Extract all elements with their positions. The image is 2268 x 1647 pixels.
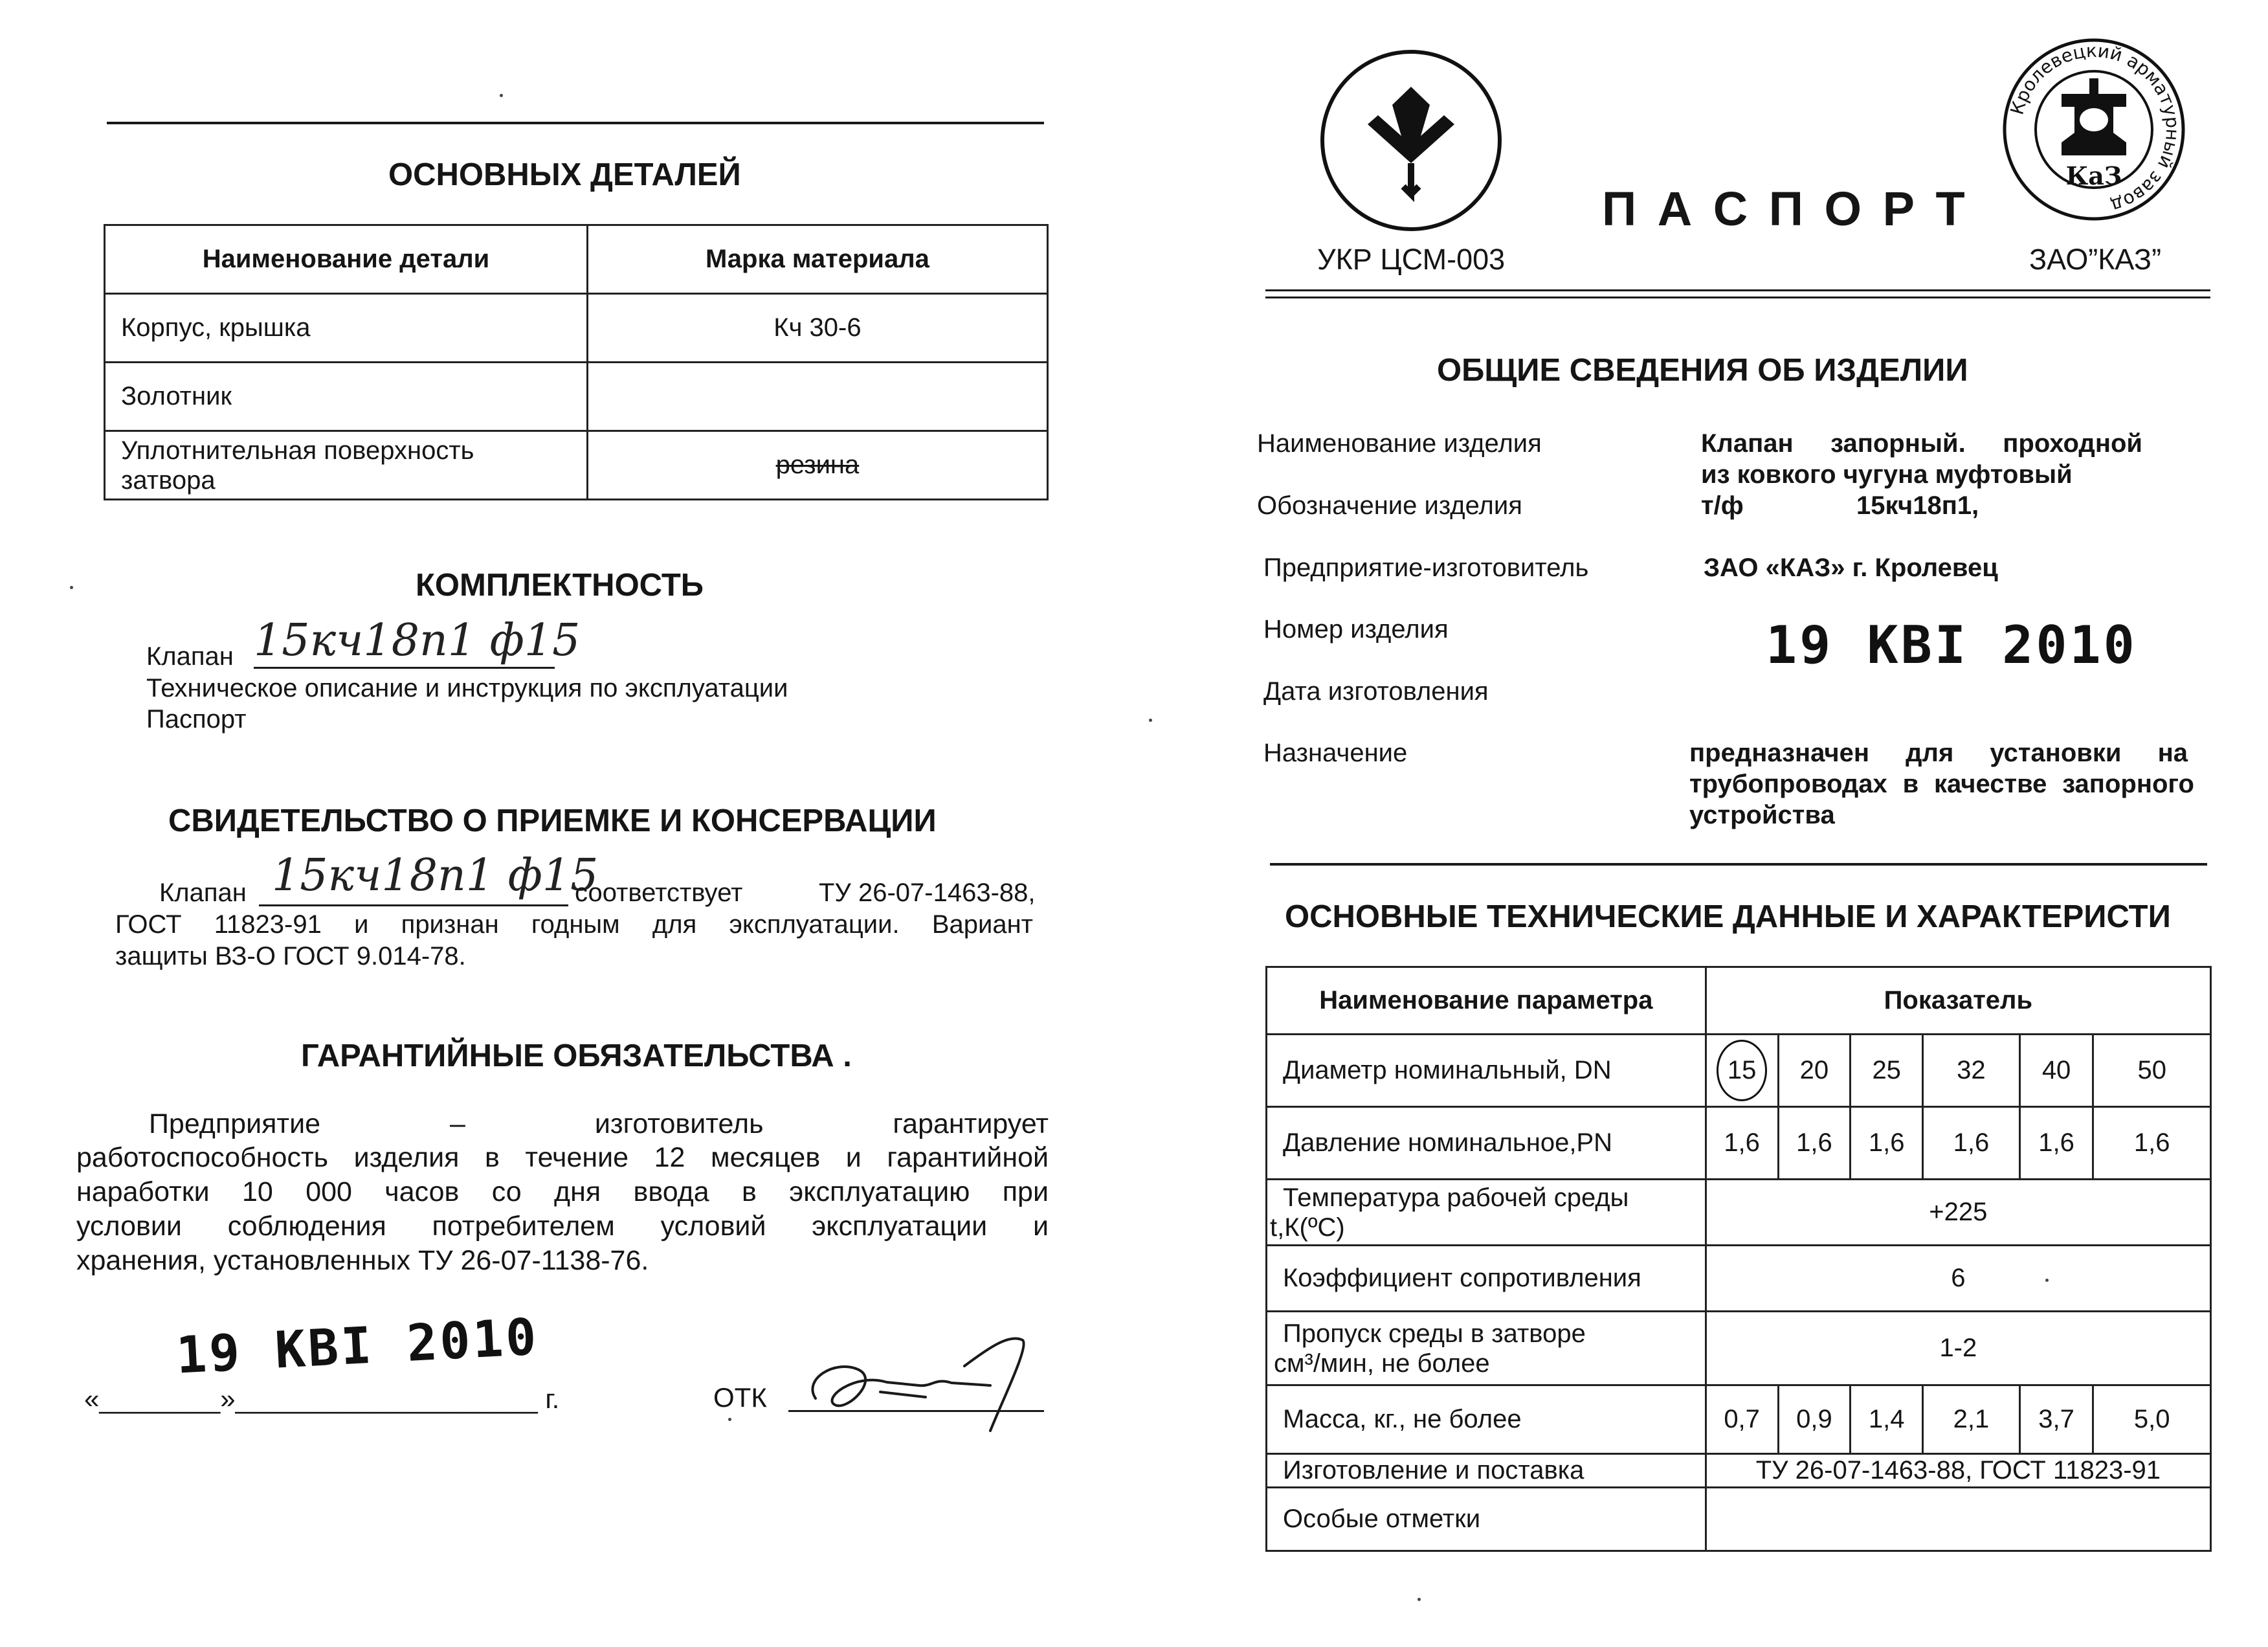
- table-row: [1267, 1107, 2211, 1180]
- signature: [796, 1321, 1055, 1444]
- scan-speck: [1149, 719, 1152, 722]
- material-cell: Кч 30-6: [587, 294, 1047, 363]
- warranty-title: ГАРАНТИЙНЫЕ ОБЯЗАТЕЛЬСТВА .: [301, 1038, 852, 1073]
- main-parts-title: ОСНОВНЫХ ДЕТАЛЕЙ: [388, 157, 741, 192]
- part-name-cell: Корпус, крышка: [105, 294, 588, 363]
- acceptance-tu: ТУ 26-07-1463-88,: [819, 879, 1036, 907]
- handwritten-valve-model: 15кч18п1 ф15: [272, 850, 599, 901]
- product-name-line1: Клапан запорный. проходной: [1701, 429, 2142, 458]
- dn-cell: [1706, 1035, 1778, 1107]
- general-info-title: ОБЩИЕ СВЕДЕНИЯ ОБ ИЗДЕЛИИ: [1437, 353, 1968, 388]
- completeness-valve-label: Клапан: [146, 642, 234, 671]
- table-row: [1267, 1246, 2211, 1312]
- notes-label: Особые отметки: [1267, 1488, 1706, 1551]
- mass-cell: 5,0: [2093, 1385, 2211, 1454]
- purpose-line1: предназначен для установки на: [1689, 739, 2188, 767]
- label-purpose: Назначение: [1263, 739, 1408, 767]
- dn-cell: 20: [1778, 1035, 1851, 1107]
- dn-selected-circled: 15: [1717, 1040, 1768, 1101]
- table-row: [1267, 1385, 2211, 1454]
- warranty-line1: Предприятие – изготовитель гарантирует: [149, 1108, 1049, 1139]
- warranty-line4: условии соблюдения потребителем условий эксплуатации и: [76, 1211, 1049, 1242]
- ukr-logo-caption: УКР ЦСМ-003: [1317, 243, 1506, 276]
- scan-speck: [70, 586, 73, 589]
- dn-cell: 32: [1923, 1035, 2020, 1107]
- table-row: [1267, 1488, 2211, 1551]
- scan-speck: [500, 94, 503, 97]
- pn-cell: 1,6: [1706, 1107, 1778, 1180]
- tech-data-table: [1265, 966, 2212, 1552]
- temp-label-line1: Температура рабочей среды: [1283, 1183, 1629, 1212]
- pn-cell: 1,6: [1923, 1107, 2020, 1180]
- leak-label: [1267, 1312, 1706, 1385]
- left-top-rule: [107, 122, 1044, 124]
- label-product-designation: Обозначение изделия: [1257, 491, 1522, 520]
- acceptance-valve-label: Клапан: [159, 879, 247, 907]
- warranty-line2: работоспособность изделия в течение 12 месяцев и гарантийной: [76, 1142, 1049, 1173]
- leak-value: 1-2: [1706, 1312, 2210, 1385]
- struck-material-value: резина: [775, 451, 860, 479]
- date-line: «________»____________________ г.: [84, 1384, 560, 1414]
- double-rule-bottom: [1265, 297, 2210, 298]
- pn-cell: 1,6: [2019, 1107, 2093, 1180]
- mass-label: Масса, кг., не более: [1267, 1385, 1706, 1454]
- part-name-cell: Уплотнительная поверхность затвора: [105, 431, 588, 500]
- leak-label-line2: см³/мин, не более: [1274, 1349, 1490, 1378]
- designation-prefix: т/ф: [1701, 491, 1744, 520]
- otk-label: ОТК: [713, 1382, 767, 1413]
- mass-cell: 3,7: [2019, 1385, 2093, 1454]
- acceptance-line3: защиты ВЗ-О ГОСТ 9.014-78.: [115, 942, 466, 970]
- designation-value: 15кч18п1,: [1856, 491, 1979, 520]
- right-section-rule: [1270, 863, 2207, 866]
- warranty-line5: хранения, установленных ТУ 26-07-1138-76.: [76, 1245, 649, 1276]
- label-manufacture-date: Дата изготовления: [1263, 677, 1489, 706]
- purpose-line3: устройства: [1689, 801, 1835, 829]
- mass-cell: 1,4: [1851, 1385, 1923, 1454]
- kaz-logo-caption: ЗАО”КАЗ”: [2029, 243, 2162, 276]
- ukr-conformity-logo: [1317, 47, 1505, 234]
- manufacturer-value: ЗАО «КАЗ» г. Кролевец: [1704, 554, 1998, 582]
- product-name-line2: из ковкого чугуна муфтовый: [1701, 460, 2073, 489]
- pn-cell: 1,6: [1778, 1107, 1851, 1180]
- mass-cell: 0,9: [1778, 1385, 1851, 1454]
- scan-speck: [2045, 1279, 2049, 1282]
- main-parts-table: [104, 224, 1049, 500]
- supply-value: ТУ 26-07-1463-88, ГОСТ 11823-91: [1706, 1454, 2210, 1488]
- passport-title: П А С П О Р Т: [1602, 182, 1969, 236]
- acceptance-title: СВИДЕТЕЛЬСТВО О ПРИЕМКЕ И КОНСЕРВАЦИИ: [168, 803, 937, 838]
- label-product-number: Номер изделия: [1263, 615, 1449, 644]
- seal-inner-text: КаЗ: [2065, 161, 2122, 190]
- date-stamp: 19 KBI 2010: [175, 1308, 540, 1385]
- valve-underline: [259, 904, 568, 906]
- table-header-row: [105, 225, 1048, 294]
- material-cell: [587, 431, 1047, 500]
- completeness-title: КОМПЛЕКТНОСТЬ: [416, 568, 704, 603]
- scan-speck: [1418, 1598, 1421, 1601]
- warranty-line3: наработки 10 000 часов со дня ввода в эксплуатацию при: [76, 1176, 1049, 1207]
- acceptance-line2: ГОСТ 11823-91 и признан годным для эксплуатации. Вариант: [115, 910, 1033, 939]
- table-header-row: [1267, 967, 2211, 1035]
- notes-value: [1706, 1488, 2210, 1551]
- mass-cell: 2,1: [1923, 1385, 2020, 1454]
- dn-cell: 40: [2019, 1035, 2093, 1107]
- pn-cell: 1,6: [2093, 1107, 2211, 1180]
- seal-ring-textpath: Кролевецкий арматурный завод: [2006, 39, 2184, 217]
- label-product-name: Наименование изделия: [1257, 429, 1542, 458]
- label-manufacturer: Предприятие-изготовитель: [1263, 554, 1589, 582]
- table-row: [105, 363, 1048, 431]
- table-row: [1267, 1035, 2211, 1107]
- header-param: Наименование параметра: [1267, 967, 1706, 1035]
- acceptance-conforms: соответствует: [575, 879, 743, 907]
- dn-label: Диаметр номинальный, DN: [1267, 1035, 1706, 1107]
- completeness-line2: Техническое описание и инструкция по эксплуатации: [146, 674, 788, 702]
- table-row: [1267, 1180, 2211, 1246]
- table-row: [1267, 1454, 2211, 1488]
- leak-label-line1: Пропуск среды в затворе: [1283, 1319, 1586, 1348]
- mass-cell: 0,7: [1706, 1385, 1778, 1454]
- completeness-line3: Паспорт: [146, 705, 247, 734]
- pn-cell: 1,6: [1851, 1107, 1923, 1180]
- manufacture-date-stamp: 19 KBI 2010: [1766, 615, 2137, 675]
- resist-value: 6: [1706, 1246, 2210, 1312]
- dn-cell: 25: [1851, 1035, 1923, 1107]
- header-part-name: Наименование детали: [105, 225, 588, 294]
- header-value: Показатель: [1706, 967, 2210, 1035]
- temp-value: +225: [1706, 1180, 2210, 1246]
- double-rule-top: [1265, 289, 2210, 291]
- dn-cell: 50: [2093, 1035, 2211, 1107]
- table-row: [105, 294, 1048, 363]
- part-name-cell: Золотник: [105, 363, 588, 431]
- tech-data-title: ОСНОВНЫЕ ТЕХНИЧЕСКИЕ ДАННЫЕ И ХАРАКТЕРИСТИ: [1285, 899, 2171, 934]
- pn-label: Давление номинальное,PN: [1267, 1107, 1706, 1180]
- temp-label: [1267, 1180, 1706, 1246]
- table-row: [105, 431, 1048, 500]
- resist-label: Коэффициент сопротивления: [1267, 1246, 1706, 1312]
- kaz-company-seal: [2000, 36, 2188, 223]
- purpose-line2: трубопроводах в качестве запорного: [1689, 770, 2194, 798]
- handwritten-valve-model: 15кч18п1 ф15: [254, 615, 581, 666]
- valve-underline: [254, 667, 555, 669]
- scan-speck: [728, 1418, 731, 1421]
- header-material: Марка материала: [587, 225, 1047, 294]
- supply-label: Изготовление и поставка: [1267, 1454, 1706, 1488]
- material-cell: [587, 363, 1047, 431]
- temp-label-line2: t,К(ºС): [1270, 1213, 1345, 1242]
- table-row: [1267, 1312, 2211, 1385]
